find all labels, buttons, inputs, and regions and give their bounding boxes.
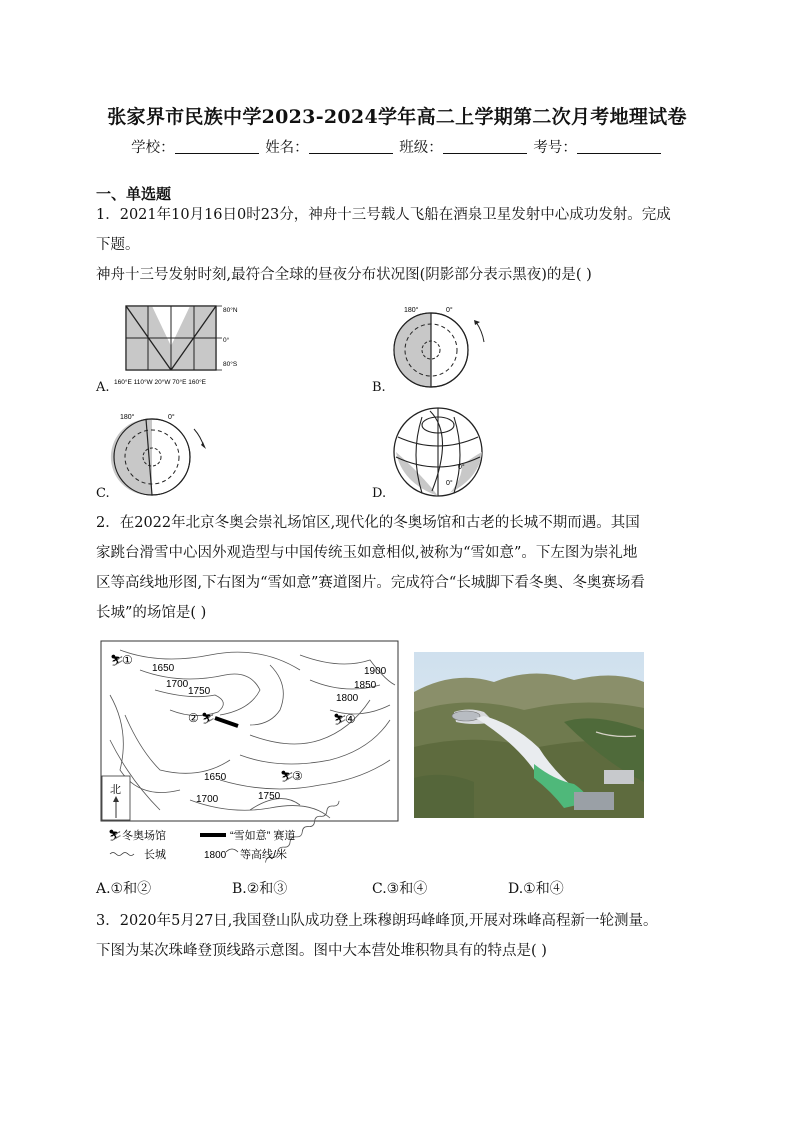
lat-80s-label: 80°S (223, 361, 238, 368)
legend-contour-value: 1800 (204, 850, 227, 861)
figure-d-globe-view (392, 405, 492, 500)
legend-wall-swatch (110, 853, 134, 856)
venue-icon-1: ⛷ (110, 655, 124, 667)
class-blank[interactable] (443, 139, 527, 154)
school-blank[interactable] (175, 139, 259, 154)
figure-c-0-label: 0° (168, 414, 175, 421)
figure-c-polar-view (110, 405, 220, 503)
figure-c-180-label: 180° (120, 414, 135, 421)
contour-1800: 1800 (336, 693, 359, 704)
section-heading: 一、单选题 (96, 185, 172, 203)
q3-stem (96, 906, 702, 966)
q2-option-c[interactable]: C.③和④ (372, 881, 428, 897)
snow-ruyi-photo (414, 652, 644, 818)
number-blank[interactable] (577, 139, 661, 154)
legend-track-label: “雪如意” 赛道 (230, 830, 296, 842)
lat-80n-label: 80°N (223, 307, 238, 314)
contour-1900: 1900 (364, 666, 387, 677)
lat-0-label: 0° (223, 337, 230, 344)
figure-d-0-label-a: 0° (458, 464, 465, 471)
q2-option-d[interactable]: D.①和④ (508, 881, 564, 897)
north-label: 北 (110, 784, 121, 796)
contour-1750-a: 1750 (188, 686, 211, 697)
venue-label-3: ③ (292, 769, 303, 783)
student-info-line (0, 136, 794, 157)
q2-line3: 区等高线地形图,下右图为“雪如意”赛道图片。完成符合“长城脚下看冬奥、冬奥赛场看 (96, 575, 645, 591)
option-d-label: D. (372, 486, 387, 501)
q2-option-b[interactable]: B.②和③ (232, 881, 288, 897)
venue-icon-3: ⛷ (280, 771, 294, 783)
venue-label-4: ④ (345, 712, 356, 726)
venue-label-1: ① (122, 653, 133, 667)
venue-label-2: ② (188, 711, 199, 725)
q2-line2: 家跳台滑雪中心因外观造型与中国传统玉如意相似,被称为“雪如意”。下左图为崇礼地 (96, 545, 638, 561)
option-c-label: C. (96, 486, 110, 501)
school-label: 学校： (131, 140, 175, 156)
name-blank[interactable] (309, 139, 393, 154)
q3-line1: 3．2020年5月27日,我国登山队成功登上珠穆朗玛峰峰顶,开展对珠峰高程新一轮测量。 (96, 913, 658, 929)
q2-line4: 长城”的场馆是( ) (96, 605, 207, 621)
legend-wall-label: 长城 (144, 849, 166, 861)
q3-line2: 下图为某次珠峰登顶线路示意图。图中大本营处堆积物具有的特点是( ) (96, 943, 547, 959)
contour-1700-b: 1700 (196, 794, 219, 805)
q1-line2: 下题。 (96, 237, 140, 253)
contour-map-figure (100, 640, 400, 868)
q1-line1: 1．2021年10月16日0时23分，神舟十三号载人飞船在酒泉卫星发射中心成功发射。完成 (96, 207, 671, 223)
q2-stem (96, 508, 702, 628)
q1-subquestion: 神舟十三号发射时刻,最符合全球的昼夜分布状况图(阴影部分表示黑夜)的是( ) (96, 267, 592, 283)
figure-b-polar-view (388, 300, 498, 395)
class-label: 班级： (399, 140, 443, 156)
option-b-label: B. (372, 380, 386, 395)
legend-venue-label: 冬奥场馆 (122, 830, 166, 842)
contour-1700-a: 1700 (166, 679, 189, 690)
page-title: 张家界市民族中学2023-2024学年高二上学期第二次月考地理试卷 (107, 106, 687, 128)
venue-icon-2: ⛷ (201, 713, 215, 725)
q2-option-a[interactable]: A.①和② (96, 881, 152, 897)
legend-venue-icon: ⛷ (108, 830, 122, 842)
q2-line1: 2．在2022年北京冬奥会崇礼场馆区,现代化的冬奥场馆和古老的长城不期而遇。其国 (96, 515, 640, 531)
name-label: 姓名： (265, 140, 309, 156)
contour-1750-b: 1750 (258, 791, 281, 802)
lon-labels: 160°E 110°W 20°W 70°E 160°E (114, 379, 207, 386)
figure-b-180-label: 180° (404, 307, 419, 314)
contour-1650-a: 1650 (152, 663, 175, 674)
q1-stem (96, 200, 702, 290)
option-a-label: A. (96, 380, 110, 395)
figure-b-0-label: 0° (446, 307, 453, 314)
number-label: 考号： (533, 140, 577, 156)
legend-contour-label: 等高线/米 (240, 849, 288, 861)
contour-1850: 1850 (354, 680, 377, 691)
figure-d-0-label-b: 0° (446, 480, 453, 487)
venue-icon-4: ⛷ (333, 714, 347, 726)
figure-a-daynight-map (112, 300, 247, 392)
contour-1650-b: 1650 (204, 772, 227, 783)
